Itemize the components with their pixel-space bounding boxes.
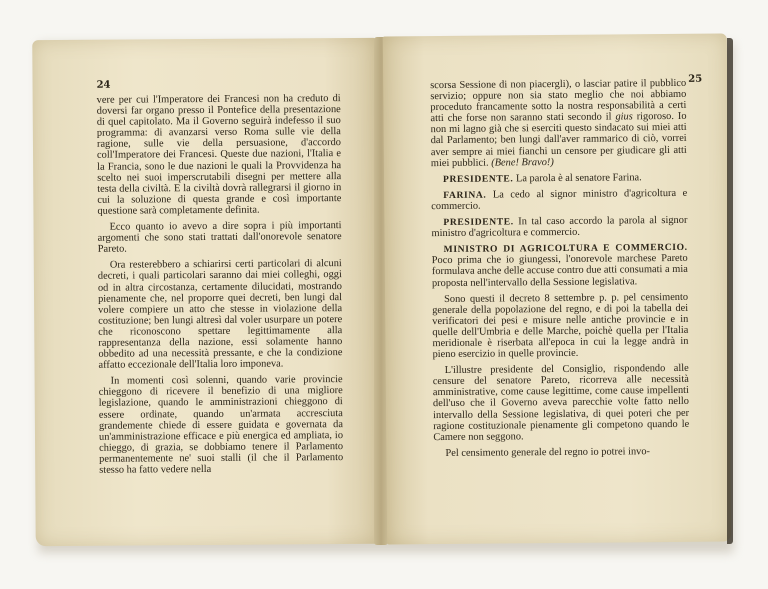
speaker-name: MINISTRO DI AGRICOLTURA E COMMERCIO. (443, 242, 688, 256)
speech-text: Poco prima che io giungessi, l'onorevole marchese Pareto formulava anche delle accuse contro due atti consumati a mia proposta nell'intervallo della Sessione legislativa. (431, 253, 688, 289)
applause-note: (Bene! Bravo!) (491, 156, 554, 169)
speech-text: La parola è al senatore Farina. (515, 172, 642, 185)
right-page-number: 25 (688, 73, 703, 85)
left-page (32, 38, 379, 546)
speech-paragraph (431, 188, 687, 212)
right-paragraph: L'illustre presidente del Consiglio, rispondendo alle censure del senatore Pareto, ricorreva alle necessità amministrative, come cause legittime, come cause impellenti dell'uso che il Governo aveva parecchie volte fatto nello intervallo della Sessione legislativa, di quei poteri che per ragione costituzionale pienamente gli competono quando le Camere non seggono. (432, 363, 690, 443)
right-paragraph: Sono questi il decreto 8 settembre p. p. pel censimento generale della popolazione del regno, e di poi la tabella dei verificatori dei pesi e misure nelle antiche provincie e in quelle dell'Umbria e delle Marche, poichè quella per l'Italia meridionale è riserbata all'epoca in cui la legge andrà in pieno esercizio in quelle provincie. (432, 291, 689, 361)
speaker-name: FARINA. (443, 189, 487, 201)
speech-paragraph (431, 172, 687, 185)
right-paragraph: Pel censimento generale del regno io potrei invo- (445, 446, 651, 459)
speaker-name: PRESIDENTE. (442, 173, 514, 185)
left-page-text (97, 93, 344, 481)
right-page-text (430, 78, 689, 464)
speech-text: La cedo al signor ministro d'agricoltura e commercio. (431, 187, 688, 213)
left-paragraph: vere per cui l'Imperatore dei Francesi non ha creduto di doversi far organo presso il Pontefice della presentazione di quel capitolato. Ma il Governo seguirà indefesso il suo programma: di avanzarsi verso Roma sulle vie della ragione, sulle vie della persuasione, d'accordo coll'Imperatore dei Francesi. Queste due nazioni, l'Italia e la Francia, sono le due nazioni le quali la Provvidenza ha scelto nei suoi imperscrutabili disegni per mettere alla testa della civiltà. E la civiltà dovrà rallegrarsi il giorno in cui la soluzione di questa grande e così importante questione sarà completamente definita. (96, 93, 342, 217)
left-paragraph: Ora resterebbero a schiarirsi certi particolari di alcuni decreti, i quali particolari saranno dai miei colleghi, oggi od in altra circostanza, certamente dilucidati, mostrando pienamente che, nel proporre quei decreti, ben lungi dal volere compiere un atto che stesse in violazione della costituzione; ben lungi altresì dal voler usurpare un potere che riconoscono spettare legittimamente alla rappresentanza della nazione, essi solamente hanno obbedito ad una necessità pressante, e che la condizione affatto eccezionale dell'Italia loro imponeva. (97, 258, 343, 371)
text-run: rigoroso. Io non mi lagno già che si eserciti questo sindacato sui miei atti dal Parlamento; ben lungi dall'aver rammarico di ciò, vorrei aver sempre ai miei fianchi un censore per giudicare gli atti miei pubblici. (430, 111, 687, 169)
text-run: scorsa Sessione di non piacergli), o lasciar patire il pubblico servizio; oppure non sia stato meglio che noi abbiamo proceduto francamente sotto la nostra responsabilità a certi atti che forse non saranno stati secondo il (430, 77, 687, 125)
speech-text: In tal caso accordo la parola al signor ministro d'agricoltura e commercio. (431, 214, 688, 240)
back-cover-edge (727, 38, 733, 544)
right-page (383, 34, 731, 545)
right-paragraph (430, 78, 687, 169)
speaker-name: PRESIDENTE. (443, 216, 514, 229)
left-paragraph: In momenti così solenni, quando varie provincie chieggono di ricevere il benefizio di una migliore legislazione, quando le amministrazioni chieggono di essere ordinate, quando un'armata accresciuta grandemente chiede di essere guidata e governata da un'amministrazione efficace e più energica ed ampliata, io chieggo, di grazia, se dobbiamo tenere il Parlamento permanentemente ne' suoi stalli (il che il Parlamento stesso ha fatto vedere nella (98, 374, 344, 476)
left-paragraph: Ecco quanto io avevo a dire sopra i più importanti argomenti che sono stati trattati dall'onorevole senatore Pareto. (97, 220, 342, 255)
italic-word: gius (615, 111, 633, 123)
open-book (34, 35, 732, 549)
speech-paragraph (432, 242, 688, 289)
left-page-number: 24 (96, 79, 111, 91)
speech-paragraph (431, 215, 687, 239)
